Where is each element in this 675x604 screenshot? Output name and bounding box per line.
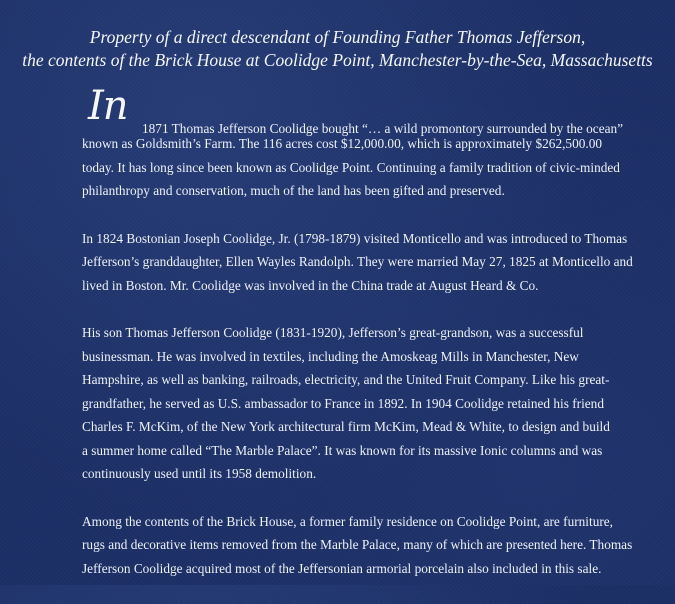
heading-line-1: Property of a direct descendant of Founding Father Thomas Jefferson, <box>89 27 586 47</box>
paragraph-3-line-6: a summer home called “The Marble Palace”. It was known for its massive Ionic columns and was <box>82 442 603 458</box>
paragraph-1-line-1: 1871 Thomas Jefferson Coolidge bought “… a wild promontory surrounded by the ocean” <box>142 121 624 136</box>
paragraph-2-line-2: Jefferson’s granddaughter, Ellen Wayles Randolph. They were married May 27, 1825 at Monticello and <box>82 254 633 269</box>
paragraph-3-line-2: businessman. He was involved in textiles, including the Amoskeag Mills in Manchester, New <box>82 348 579 364</box>
paragraph-1-line-4: philanthropy and conservation, much of the land has been gifted and preserved. <box>82 183 505 198</box>
paragraph-1-line-2: known as Goldsmith’s Farm. The 116 acres cost $12,000.00, which is approximately $262,500.00 <box>82 136 602 151</box>
heading-line-2: the contents of the Brick House at Coolidge Point, Manchester-by-the-Sea, Massachusetts <box>22 50 653 70</box>
drop-cap: In <box>88 83 128 129</box>
paragraph-3-line-5: Charles F. McKim, of the New York architectural firm McKim, Mead & White, to design and build <box>82 419 610 434</box>
paragraph-3-line-1: His son Thomas Jefferson Coolidge (1831-1920), Jefferson’s great-grandson, was a successful <box>82 325 584 340</box>
paragraph-3-line-4: grandfather, he served as U.S. ambassador to France in 1892. In 1904 Coolidge retained his friend <box>82 395 604 411</box>
dropcap-row <box>82 83 657 136</box>
paragraph-4 <box>82 510 657 581</box>
paragraph-4-line-1: Among the contents of the Brick House, a former family residence on Coolidge Point, are furniture, <box>82 513 613 529</box>
body-text <box>82 83 657 604</box>
paragraph-1-line-3: today. It has long since been known as Coolidge Point. Continuing a family tradition of civic-minded <box>82 159 620 175</box>
paragraph-2-line-1: In 1824 Bostonian Joseph Coolidge, Jr. (1798-1879) visited Monticello and was introduced to Thomas <box>82 230 628 246</box>
paragraph-2-line-3: lived in Boston. Mr. Coolidge was involved in the China trade at August Heard & Co. <box>82 277 539 293</box>
paragraph-3-line-3: Hampshire, as well as banking, railroads, electricity, and the United Fruit Company. Like his great- <box>82 372 610 387</box>
paragraph-3-line-7: continuously used until its 1958 demolition. <box>82 466 317 481</box>
paragraph-4-line-2: rugs and decorative items removed from the Marble Palace, many of which are presented here. Thomas <box>82 537 633 552</box>
page-heading <box>0 26 675 72</box>
paragraph-3 <box>82 321 657 486</box>
paragraph-2 <box>82 227 657 298</box>
paragraph-1 <box>82 83 657 203</box>
paragraph-4-line-3: Jefferson Coolidge acquired most of the Jeffersonian armorial porcelain also included in this sale. <box>82 560 602 576</box>
